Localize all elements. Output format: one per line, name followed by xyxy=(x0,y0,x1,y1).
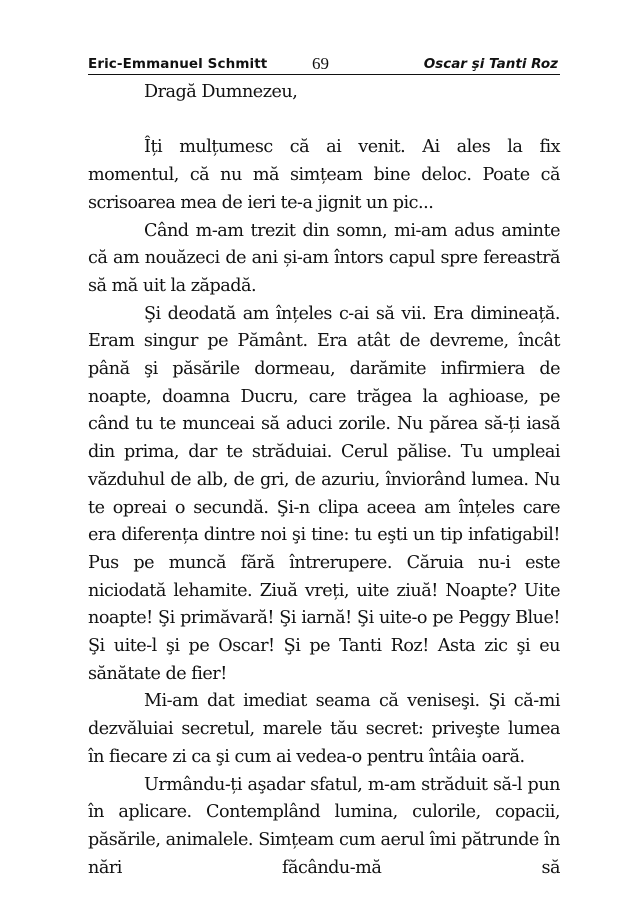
page-number: 69 xyxy=(312,54,329,73)
header-book-title: Oscar şi Tanti Roz xyxy=(423,56,558,72)
salutation: Dragă Dumnezeu, xyxy=(144,82,298,102)
page-header xyxy=(88,50,560,75)
paragraph-2: Când m-am trezit din somn, mi-am adus aminte că am nouăzeci de ani și-am întors capul spre fereastră să mă uit la zăpadă. xyxy=(88,220,560,296)
header-author: Eric-Emmanuel Schmitt xyxy=(88,56,268,72)
paragraph-4: Mi-am dat imediat seama că veniseşi. Şi că-mi dezvăluiai secretul, marele tău secret: priveşte lumea în fiecare zi ca şi cum ai vedea-o pentru întâia oară. xyxy=(88,691,560,767)
paragraph-5: Urmându-ți aşadar sfatul, m-am străduit să-l pun în aplicare. Contemplând lumina, culorile, copacii, păsările, animalele. Simțeam cum aerul îmi pătrunde în nări făcându-mă să xyxy=(88,774,560,878)
paragraph-1: Îți mulțumesc că ai venit. Ai ales la fix momentul, că nu mă simțeam bine deloc. Poate că scrisoarea mea de ieri te-a jignit un pic... xyxy=(88,137,560,213)
paragraph-3: Şi deodată am înțeles c-ai să vii. Era dimineață. Eram singur pe Pământ. Era atât de devreme, încât până şi păsările dormeau, darămite infirmiera de noapte, doamna Ducru, care trăgea la aghioase, pe când tu te munceai să aduci zorile. Nu părea să-ți iasă din prima, dar te străduiai. Cerul pălise. Tu umpleai văzduhul de alb, de gri, de azuriu, înviorând lumea. Nu te opreai o secundă. Şi-n clipa aceea am înțeles care era diferența dintre noi şi tine: tu eşti un tip infatigabil! Pus pe muncă fără întrerupere. Căruia nu-i este niciodată lehamite. Ziuă vreți, uite ziuă! Noapte? Uite noapte! Şi primăvară! Şi iarnă! Şi uite-o pe Peggy Blue! Şi uite-l şi pe Oscar! Şi pe Tanti Roz! Asta zic şi eu sănătate de fier! xyxy=(88,303,560,684)
body-text xyxy=(88,79,560,882)
